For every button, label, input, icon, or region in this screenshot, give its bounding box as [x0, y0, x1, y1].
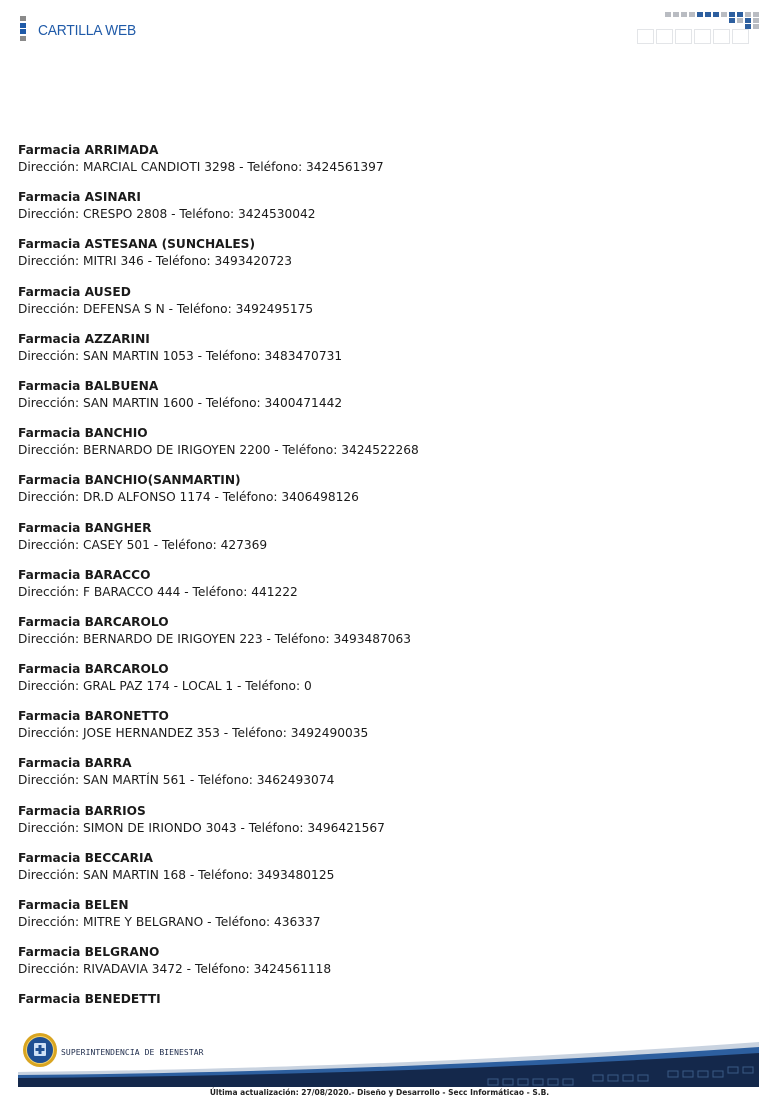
pharmacy-name: Farmacia BANCHIO [18, 426, 148, 441]
pharmacy-name: Farmacia BECCARIA [18, 850, 153, 865]
pharmacy-name: Farmacia AZZARINI [18, 331, 150, 346]
footer-wave-banner [18, 1039, 759, 1087]
list-item [18, 708, 738, 755]
list-item [18, 755, 738, 802]
pharmacy-name: Farmacia BARONETTO [18, 709, 169, 724]
pharmacy-name: Farmacia BALBUENA [18, 378, 159, 393]
pharmacy-address: Dirección: CASEY 501 - Teléfono: 427369 [18, 537, 268, 552]
page-title: CARTILLA WEB [38, 22, 137, 39]
list-item [18, 472, 738, 519]
list-item [18, 284, 738, 331]
pharmacy-name: Farmacia BANCHIO(SANMARTIN) [18, 473, 241, 488]
pharmacy-name: Farmacia BARRIOS [18, 803, 146, 818]
pharmacy-address: Dirección: SIMON DE IRIONDO 3043 - Teléfono: 3496421567 [18, 820, 385, 835]
pharmacy-name: Farmacia BARCAROLO [18, 614, 169, 629]
pharmacy-list [18, 142, 738, 1039]
list-item [18, 803, 738, 850]
pharmacy-address: Dirección: MITRI 346 - Teléfono: 3493420723 [18, 254, 293, 269]
list-item [18, 142, 738, 189]
pharmacy-name: Farmacia BENEDETTI [18, 992, 161, 1007]
pharmacy-address: Dirección: SAN MARTIN 1053 - Teléfono: 3483470731 [18, 348, 343, 363]
list-item [18, 897, 738, 944]
pharmacy-address: Dirección: MARCIAL CANDIOTI 3298 - Teléfono: 3424561397 [18, 160, 384, 174]
pharmacy-address: Dirección: GRAL PAZ 174 - LOCAL 1 - Teléfono: 0 [18, 679, 312, 694]
header-logo-bars-icon [20, 16, 26, 47]
pharmacy-address: Dirección: SAN MARTIN 168 - Teléfono: 3493480125 [18, 867, 335, 882]
list-item [18, 567, 738, 614]
pharmacy-address: Dirección: SAN MARTIN 1600 - Teléfono: 3400471442 [18, 395, 343, 410]
list-item [18, 661, 738, 708]
list-item [18, 189, 738, 236]
pharmacy-address: Dirección: F BARACCO 444 - Teléfono: 441222 [18, 584, 298, 599]
pharmacy-address: Dirección: BERNARDO DE IRIGOYEN 2200 - Teléfono: 3424522268 [18, 443, 419, 458]
footer-brand: SUPERINTENDENCIA DE BIENESTAR [61, 1048, 204, 1057]
pharmacy-address: Dirección: RIVADAVIA 3472 - Teléfono: 3424561118 [18, 962, 332, 977]
pharmacy-name: Farmacia ASTESANA (SUNCHALES) [18, 237, 256, 252]
pharmacy-address: Dirección: SAN MARTÍN 561 - Teléfono: 3462493074 [18, 773, 335, 788]
list-item [18, 378, 738, 425]
pharmacy-name: Farmacia BARCAROLO [18, 662, 169, 677]
pharmacy-address: Dirección: DR.D ALFONSO 1174 - Teléfono: 3406498126 [18, 490, 359, 505]
pharmacy-name: Farmacia BELGRANO [18, 945, 160, 960]
pharmacy-name: Farmacia BARRA [18, 756, 132, 771]
pharmacy-name: Farmacia BANGHER [18, 520, 152, 535]
footer-update-note: Última actualización: 27/08/2020.- Diseño y Desarrollo - Secc Informáticao - S.B. [209, 1088, 550, 1097]
pharmacy-address: Dirección: DEFENSA S N - Teléfono: 3492495175 [18, 301, 314, 316]
pharmacy-name: Farmacia AUSED [18, 284, 131, 299]
pharmacy-name: Farmacia BELEN [18, 898, 129, 912]
list-item [18, 944, 738, 991]
pharmacy-name: Farmacia ARRIMADA [18, 143, 159, 157]
pharmacy-name: Farmacia BARACCO [18, 567, 151, 582]
list-item [18, 520, 738, 567]
pharmacy-address: Dirección: CRESPO 2808 - Teléfono: 3424530042 [18, 207, 316, 222]
list-item [18, 236, 738, 283]
header-pixel-grid-icon [637, 12, 759, 46]
pharmacy-address: Dirección: JOSE HERNANDEZ 353 - Teléfono: 3492490035 [18, 726, 369, 741]
pharmacy-address: Dirección: MITRE Y BELGRANO - Teléfono: 436337 [18, 915, 321, 929]
list-item [18, 425, 738, 472]
list-item [18, 850, 738, 897]
list-item [18, 614, 738, 661]
pharmacy-address: Dirección: BERNARDO DE IRIGOYEN 223 - Teléfono: 3493487063 [18, 631, 411, 646]
list-item [18, 331, 738, 378]
pharmacy-name: Farmacia ASINARI [18, 190, 141, 205]
seal-icon [22, 1032, 58, 1068]
page-header [0, 0, 759, 60]
